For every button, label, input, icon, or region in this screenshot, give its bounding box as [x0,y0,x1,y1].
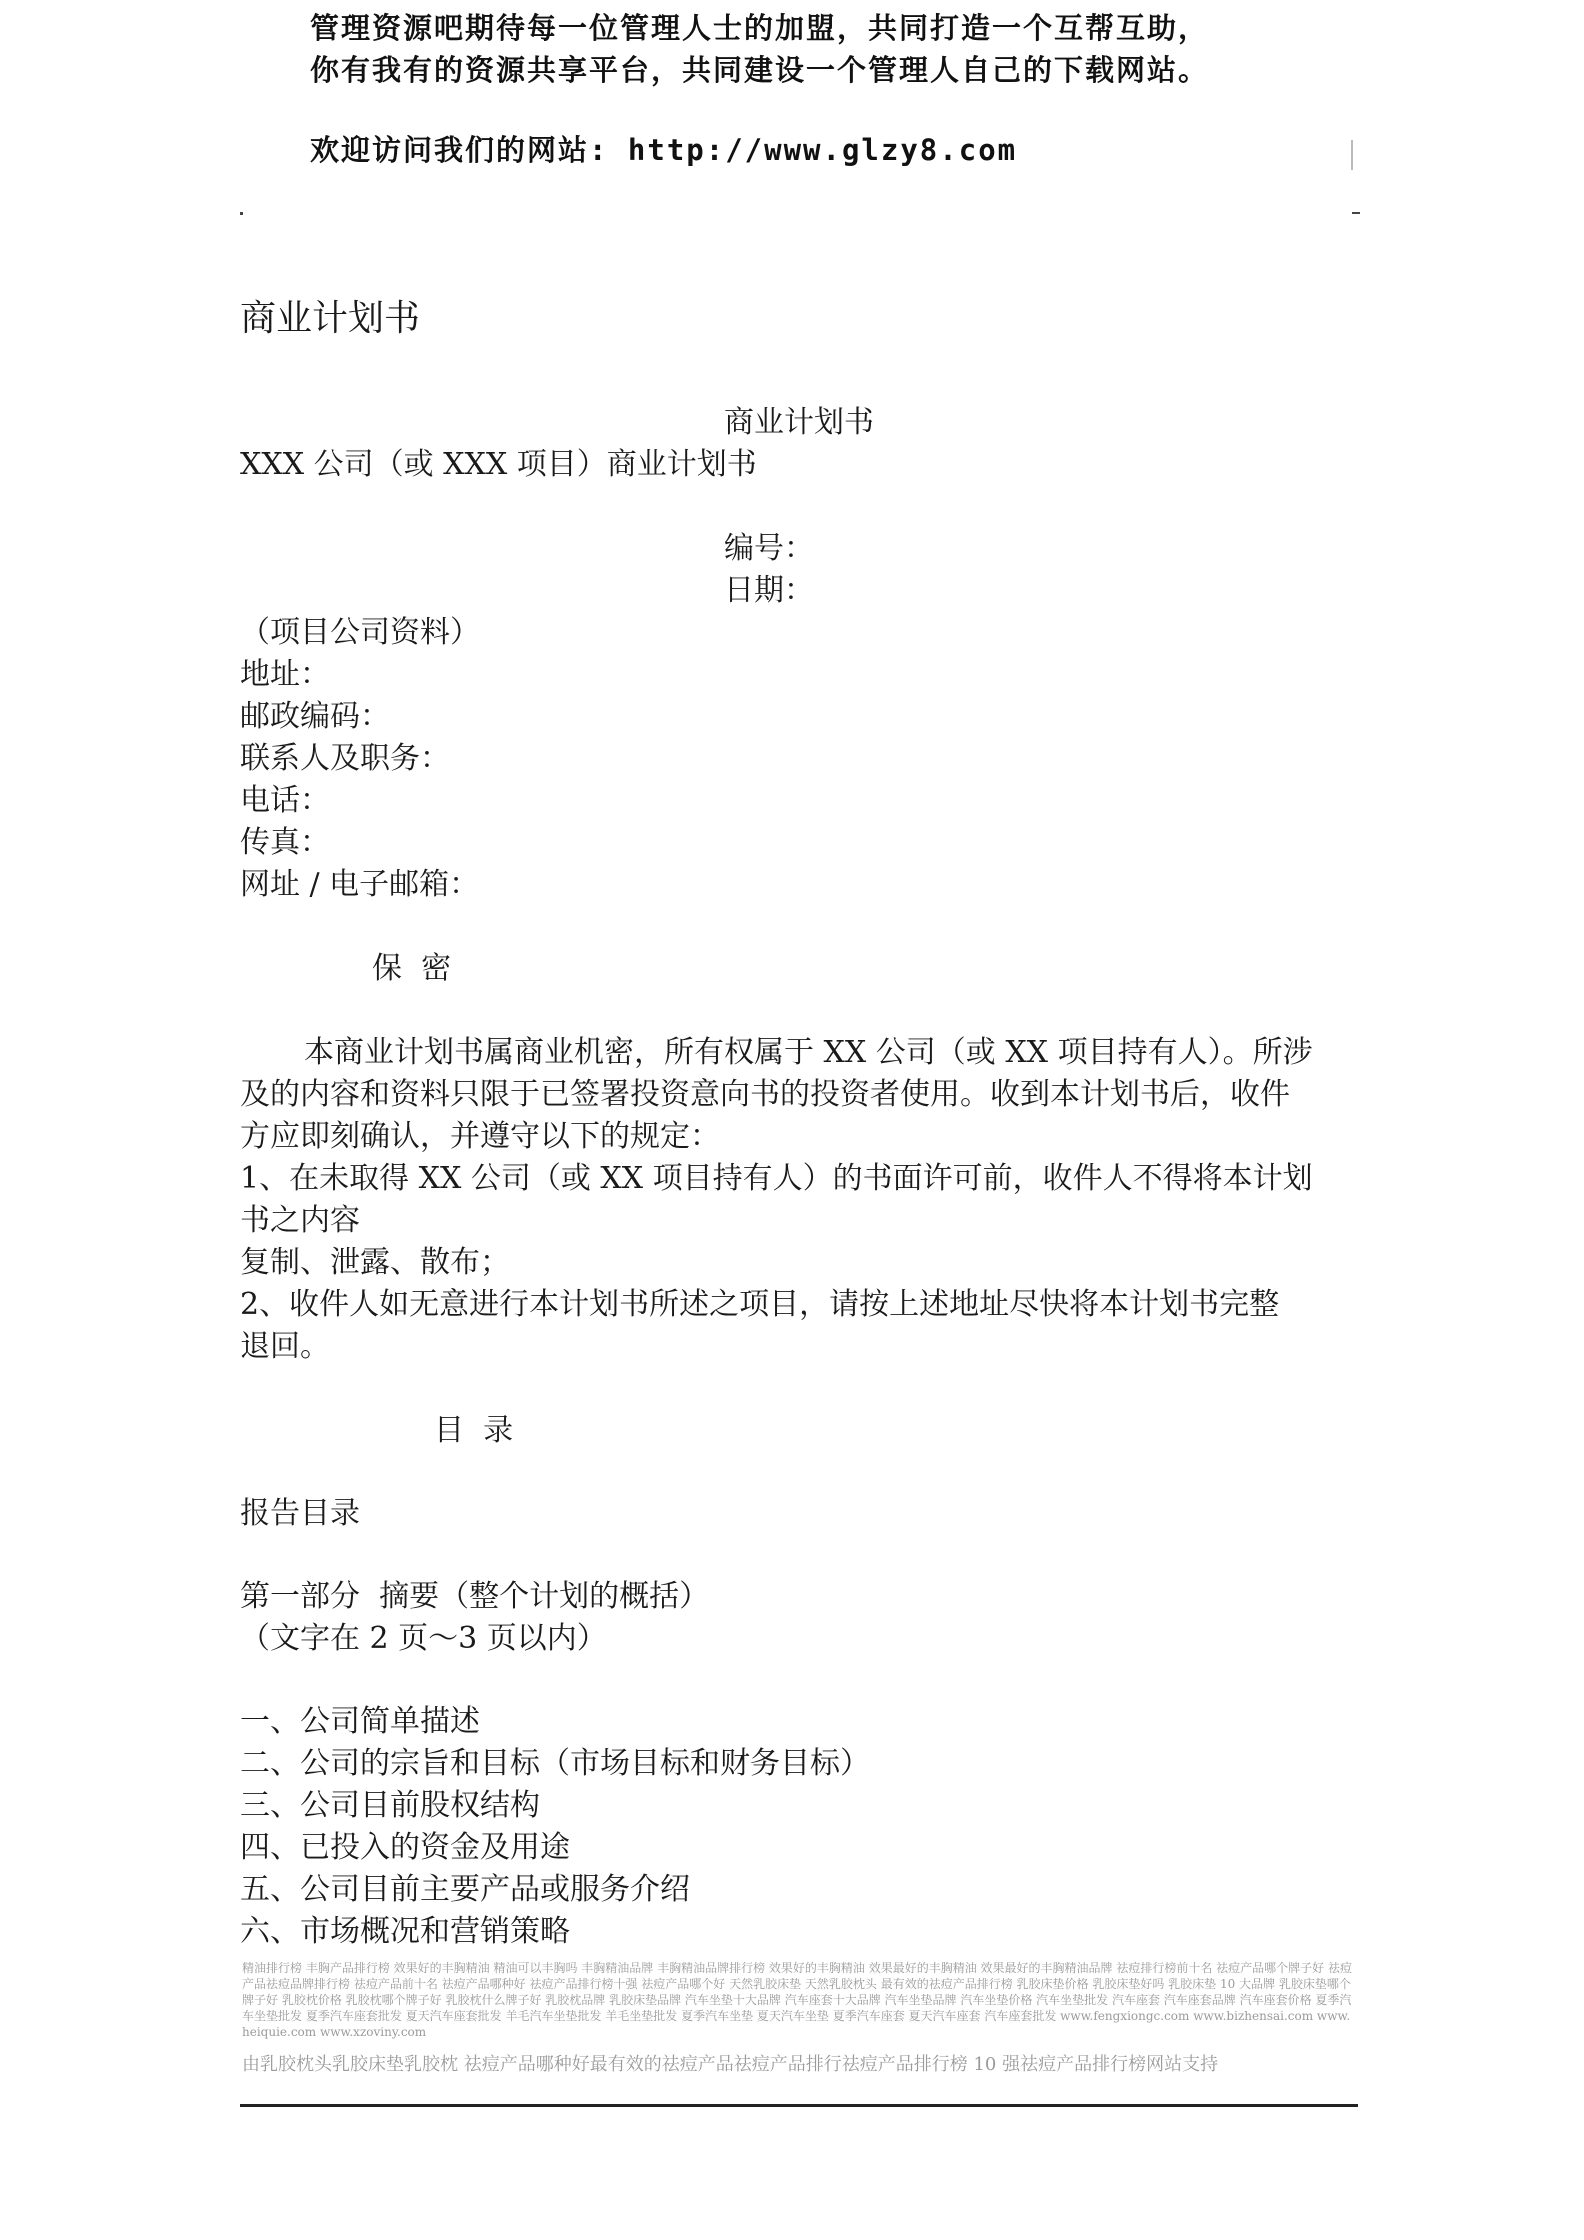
footer-rule [240,2104,1358,2107]
banner-line-3: 欢迎访问我们的网站: http://www.glzy8.com [310,133,1018,167]
margin-mark [1351,140,1353,170]
margin-dot-left [240,212,243,215]
confidential-rule-2-line-2: 退回。 [240,1329,330,1364]
toc-item: 四、已投入的资金及用途 [240,1830,570,1865]
banner-line-2: 你有我有的资源共享平台，共同建设一个管理人自己的下载网站。 [310,53,1210,87]
web-email-label: 网址 / 电子邮箱： [240,867,480,902]
fax-label: 传真： [240,825,330,860]
toc-item: 三、公司目前股权结构 [240,1788,540,1823]
company-info-label: （项目公司资料） [240,615,480,650]
confidential-rule-1-line-1: 1、在未取得 XX 公司（或 XX 项目持有人）的书面许可前，收件人不得将本计划 [240,1161,1313,1196]
confidential-para-line-1: 本商业计划书属商业机密，所有权属于 XX 公司（或 XX 项目持有人）。所涉 [304,1035,1313,1070]
confidential-para-line-2: 及的内容和资料只限于已签署投资意向书的投资者使用。收到本计划书后，收件 [240,1077,1290,1112]
number-label: 编号： [724,531,814,566]
part-one-note: （文字在 2 页～3 页以内） [240,1621,607,1656]
address-label: 地址： [240,657,330,692]
confidential-para-line-3: 方应即刻确认，并遵守以下的规定： [240,1119,720,1154]
toc-item: 六、市场概况和营销策略 [240,1914,570,1949]
toc-item: 二、公司的宗旨和目标（市场目标和财务目标） [240,1746,870,1781]
phone-label: 电话： [240,783,330,818]
margin-dot-right [1352,212,1360,214]
document-heading: 商业计划书 [240,298,421,339]
confidential-rule-1-line-3: 复制、泄露、散布； [240,1245,510,1280]
report-toc-label: 报告目录 [240,1496,360,1531]
footer-ad-text: 精油排行榜 丰胸产品排行榜 效果好的丰胸精油 精油可以丰胸吗 丰胸精油品牌 丰胸精油品牌排行榜 效果好的丰胸精油 效果最好的丰胸精油 效果最好的丰胸精油品牌 祛痘排行榜前十名 祛痘产品哪个牌子好 祛痘产品祛痘品牌排行榜 祛痘产品前十名 祛痘产品哪种好 祛痘产品排行榜十强 祛痘产品哪个好 天然乳胶床垫 天然乳胶枕头 最有效的祛痘产品排行榜 乳胶床垫价格 乳胶床垫好吗 乳胶床垫 10 大品牌 乳胶床垫哪个牌子好 乳胶枕价格 乳胶枕哪个牌子好 乳胶枕什么牌子好 乳胶枕品牌 乳胶床垫品牌 汽车坐垫十大品牌 汽车座套十大品牌 汽车坐垫品牌 汽车坐垫价格 汽车坐垫批发 汽车座套 汽车座套品牌 汽车座套价格 夏季汽车坐垫批发 夏季汽车座套批发 夏天汽车座套批发 羊毛汽车坐垫批发 羊毛坐垫批发 夏季汽车坐垫 夏天汽车坐垫 夏季汽车座套 夏天汽车座套 汽车座套批发 www.fengxiongc.com www.bizhensai.com www.heiquie.com www.xzoviny.com [242,1961,1352,2039]
footer-support-line: 由乳胶枕头乳胶床垫乳胶枕 祛痘产品哪种好最有效的祛痘产品祛痘产品排行祛痘产品排行榜 10 强祛痘产品排行榜网站支持 [242,2054,1219,2075]
toc-heading: 目 录 [434,1413,514,1448]
subtitle: XXX 公司（或 XXX 项目）商业计划书 [240,447,757,482]
postcode-label: 邮政编码： [240,699,390,734]
part-one-title: 第一部分 摘要（整个计划的概括） [240,1579,710,1614]
toc-item: 一、公司简单描述 [240,1704,480,1739]
contact-label: 联系人及职务： [240,741,450,776]
date-label: 日期： [724,573,814,608]
toc-item: 五、公司目前主要产品或服务介绍 [240,1872,690,1907]
confidential-rule-2-line-1: 2、收件人如无意进行本计划书所述之项目，请按上述地址尽快将本计划书完整 [240,1287,1280,1322]
confidential-rule-1-line-2: 书之内容 [240,1203,360,1238]
center-title: 商业计划书 [724,405,874,440]
confidential-heading: 保 密 [372,951,452,986]
banner-line-1: 管理资源吧期待每一位管理人士的加盟，共同打造一个互帮互助， [310,11,1210,45]
